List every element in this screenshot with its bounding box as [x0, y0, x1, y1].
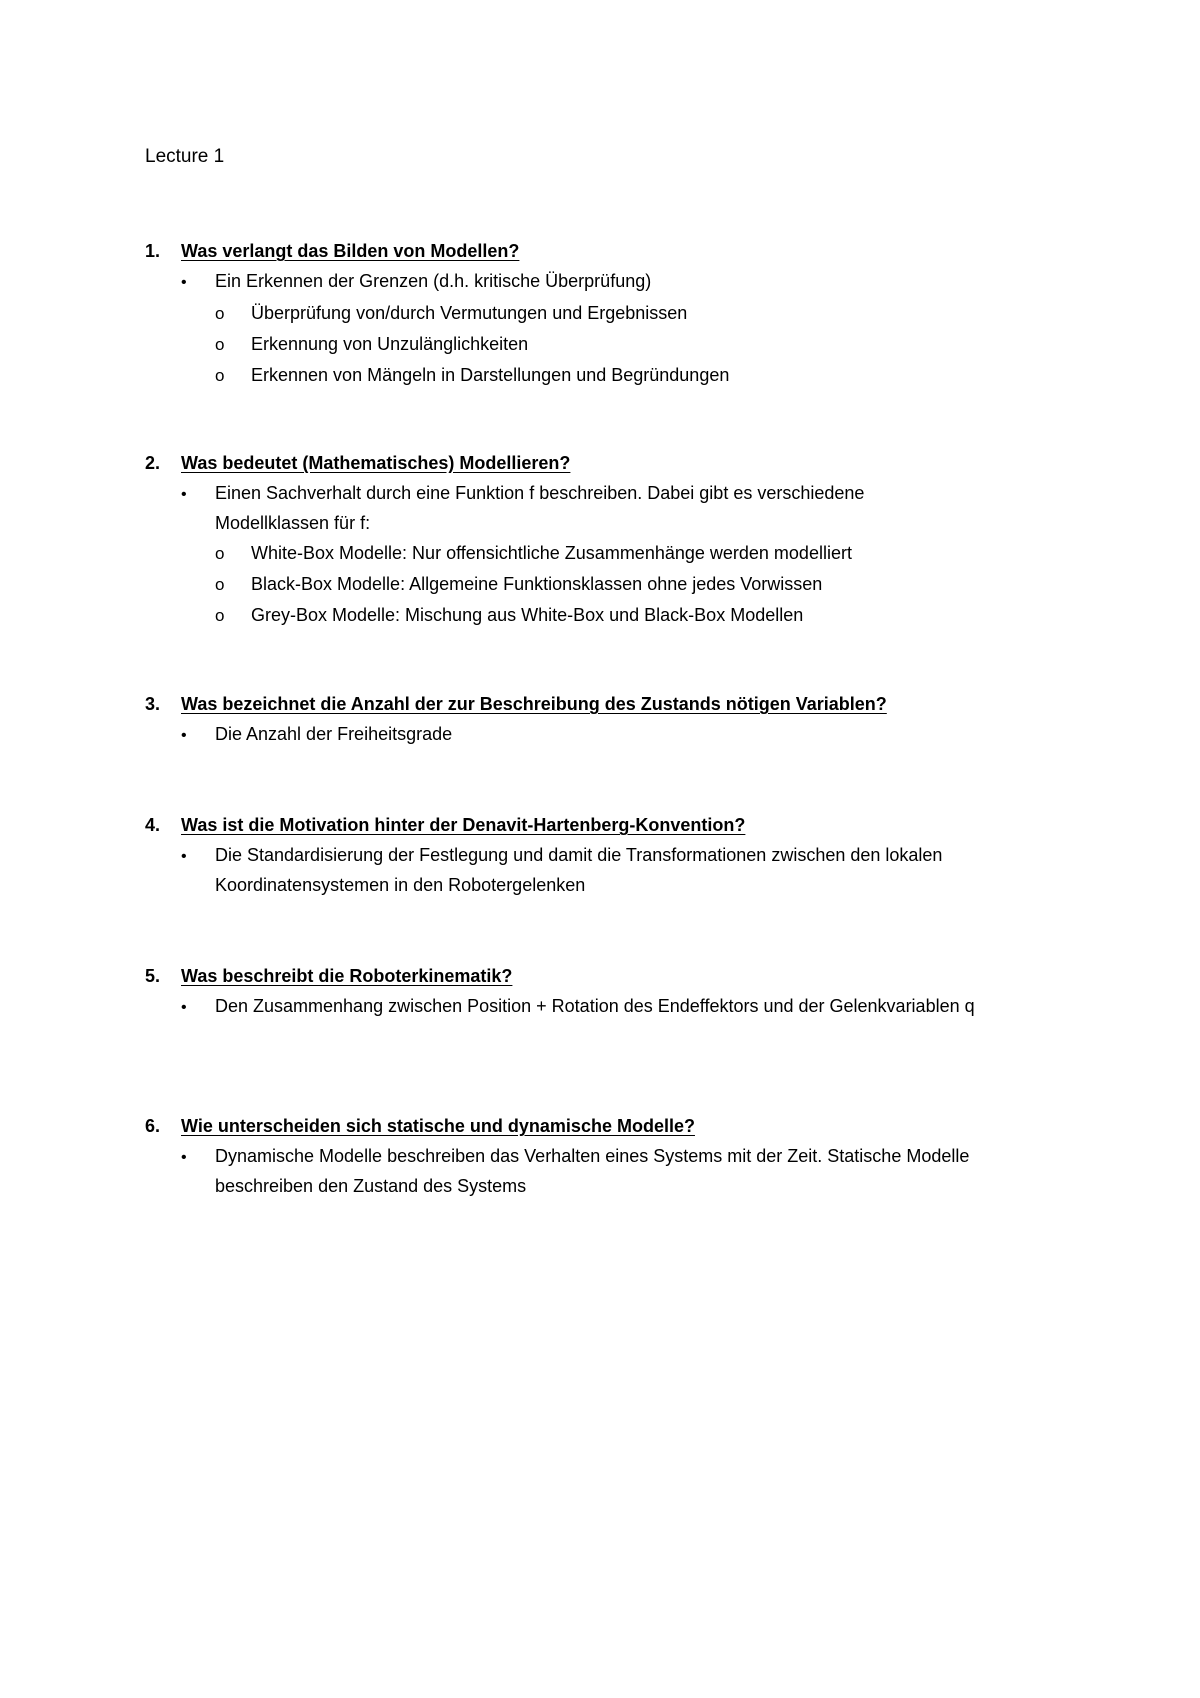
answer-bullet: [145, 266, 1085, 298]
question-text: Wie unterscheiden sich statische und dynamische Modelle?: [181, 1116, 695, 1136]
question-heading: [145, 236, 1085, 266]
question-number: 4.: [145, 815, 161, 835]
answer-text: Die Anzahl der Freiheitsgrade: [215, 724, 453, 744]
answer-text: Ein Erkennen der Grenzen (d.h. kritische Überprüfung): [215, 271, 652, 291]
question-4: [145, 810, 1085, 900]
sub-bullet-text: Black-Box Modelle: Allgemeine Funktionsklassen ohne jedes Vorwissen: [251, 574, 823, 594]
question-text: Was verlangt das Bilden von Modellen?: [181, 241, 520, 261]
bullet-icon: •: [181, 486, 187, 503]
question-heading: [145, 810, 1085, 840]
sub-bullet: [145, 298, 1085, 329]
sub-bullet-icon: o: [215, 606, 225, 625]
question-5: [145, 961, 1085, 1023]
question-1: [145, 236, 1085, 391]
sub-bullet-icon: o: [215, 304, 225, 323]
sub-bullet-text: Überprüfung von/durch Vermutungen und Ergebnissen: [251, 303, 688, 323]
question-text: Was bezeichnet die Anzahl der zur Beschreibung des Zustands nötigen Variablen?: [181, 694, 887, 714]
bullet-icon: •: [181, 999, 187, 1016]
question-3: [145, 689, 1085, 751]
document-title: Lecture 1: [145, 146, 225, 167]
question-heading: [145, 448, 1085, 478]
question-text: Was beschreibt die Roboterkinematik?: [181, 966, 513, 986]
bullet-icon: •: [181, 727, 187, 744]
sub-bullet: [145, 569, 1085, 600]
answer-text: Den Zusammenhang zwischen Position + Rotation des Endeffektors und der Gelenkvariablen q: [215, 996, 975, 1016]
question-heading: [145, 961, 1085, 991]
question-heading: [145, 689, 1085, 719]
bullet-icon: •: [181, 848, 187, 865]
answer-text: Einen Sachverhalt durch eine Funktion f beschreiben. Dabei gibt es verschiedene Modellklassen für f:: [215, 483, 865, 533]
question-6: [145, 1111, 1085, 1201]
question-number: 3.: [145, 694, 161, 714]
question-number: 1.: [145, 241, 161, 261]
bullet-icon: •: [181, 1149, 187, 1166]
question-heading: [145, 1111, 1085, 1141]
question-number: 6.: [145, 1116, 161, 1136]
sub-bullet: [145, 329, 1085, 360]
sub-bullet-icon: o: [215, 575, 225, 594]
sub-bullet-icon: o: [215, 335, 225, 354]
question-2: [145, 448, 1085, 631]
sub-bullet-icon: o: [215, 544, 225, 563]
answer-bullet: [145, 840, 1085, 900]
sub-bullet-text: White-Box Modelle: Nur offensichtliche Zusammenhänge werden modelliert: [251, 543, 852, 563]
sub-bullet: [145, 538, 1085, 569]
sub-bullet-text: Erkennen von Mängeln in Darstellungen und Begründungen: [251, 365, 730, 385]
sub-bullet-text: Erkennung von Unzulänglichkeiten: [251, 334, 529, 354]
answer-text: Dynamische Modelle beschreiben das Verhalten eines Systems mit der Zeit. Statische Modelle beschreiben den Zustand des Systems: [215, 1146, 970, 1196]
answer-bullet: [145, 991, 1085, 1023]
bullet-icon: •: [181, 274, 187, 291]
answer-text: Die Standardisierung der Festlegung und damit die Transformationen zwischen den lokalen Koordinatensystemen in den Robotergelenken: [215, 845, 943, 895]
sub-bullet-text: Grey-Box Modelle: Mischung aus White-Box und Black-Box Modellen: [251, 605, 804, 625]
question-number: 2.: [145, 453, 161, 473]
question-text: Was ist die Motivation hinter der Denavit-Hartenberg-Konvention?: [181, 815, 746, 835]
sub-bullet: [145, 600, 1085, 631]
answer-bullet: [145, 719, 1085, 751]
sub-bullet-icon: o: [215, 366, 225, 385]
answer-bullet: [145, 478, 1085, 538]
question-number: 5.: [145, 966, 161, 986]
question-text: Was bedeutet (Mathematisches) Modellieren?: [181, 453, 571, 473]
sub-bullet: [145, 360, 1085, 391]
answer-bullet: [145, 1141, 1085, 1201]
